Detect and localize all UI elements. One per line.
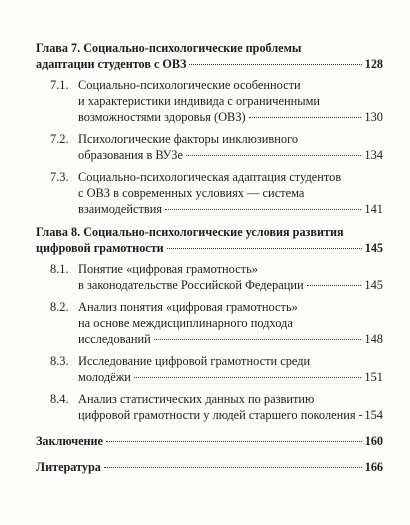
page-number: 145: [364, 241, 383, 255]
dot-leader: [167, 248, 362, 249]
section-title-line: молодёжи: [78, 370, 131, 384]
dot-leader: [249, 117, 362, 118]
dot-leader: [307, 285, 362, 286]
section-title-line: в законодательстве Российской Федерации: [78, 278, 304, 292]
section-title-line: образования в ВУЗе: [78, 148, 183, 162]
toc-section-8-4[interactable]: [36, 391, 383, 423]
section-number: 8.4.: [50, 392, 69, 406]
dot-leader: [106, 441, 362, 442]
section-title-line: Социально-психологические особенности: [78, 78, 301, 92]
section-title-line: Понятие «цифровая грамотность»: [78, 262, 258, 276]
toc-section-7-1[interactable]: [36, 77, 383, 125]
literature-label: Литература: [36, 460, 101, 474]
toc-section-7-2[interactable]: [36, 131, 383, 163]
section-number: 8.1.: [50, 262, 69, 276]
page-number: 134: [364, 148, 383, 162]
section-title-line: Анализ статистических данных по развитию: [78, 392, 315, 406]
section-number: 8.2.: [50, 300, 69, 314]
page-number: 148: [364, 332, 383, 346]
toc-section-8-2[interactable]: [36, 299, 383, 347]
section-title-line: взаимодействия: [78, 202, 163, 216]
section-title-line: с ОВЗ в современных условиях — система: [78, 186, 305, 200]
section-title-line: Исследование цифровой грамотности среди: [78, 354, 311, 368]
page-number: 166: [364, 460, 383, 474]
toc-chapter-7[interactable]: [36, 40, 383, 72]
page-number: 154: [364, 408, 383, 422]
dot-leader: [165, 209, 361, 210]
page-number: 141: [364, 202, 383, 216]
toc-section-8-3[interactable]: [36, 353, 383, 385]
toc-section-7-3[interactable]: [36, 169, 383, 217]
section-number: 7.1.: [50, 78, 69, 92]
dot-leader: [186, 155, 361, 156]
section-title-line: Психологические факторы инклюзивного: [78, 132, 299, 146]
chapter-title-line: адаптации студентов с ОВЗ: [36, 57, 187, 71]
chapter-title-line: Глава 8. Социально-психологические условия развития: [36, 225, 344, 239]
toc-chapter-8[interactable]: [36, 224, 383, 256]
page-number: 145: [364, 278, 383, 292]
section-title-line: возможностями здоровья (ОВЗ): [78, 110, 246, 124]
page-number: 128: [364, 57, 383, 71]
dot-leader: [154, 339, 362, 340]
page-number: 151: [364, 370, 383, 384]
section-title-line: Анализ понятия «цифровая грамотность»: [78, 300, 298, 314]
dot-leader: [189, 64, 361, 65]
chapter-title-line: цифровой грамотности: [36, 241, 164, 255]
section-title-line: исследований: [78, 332, 151, 346]
conclusion-label: Заключение: [36, 434, 103, 448]
table-of-contents: [36, 40, 383, 475]
chapter-title-line: Глава 7. Социально-психологические проблемы: [36, 41, 302, 55]
section-title-line: и характеристики индивида с ограниченными: [78, 94, 321, 108]
section-number: 7.2.: [50, 132, 69, 146]
toc-conclusion[interactable]: [36, 433, 383, 449]
page-number: 130: [364, 110, 383, 124]
page-number: 160: [364, 434, 383, 448]
toc-literature[interactable]: [36, 459, 383, 475]
section-title-line: Социально-психологическая адаптация студентов: [78, 170, 342, 184]
section-title-line: на основе междисциплинарного подхода: [78, 316, 293, 330]
section-number: 7.3.: [50, 170, 69, 184]
dot-leader: [359, 415, 362, 416]
section-number: 8.3.: [50, 354, 69, 368]
dot-leader: [134, 377, 362, 378]
dot-leader: [104, 467, 362, 468]
section-title-line: цифровой грамотности у людей старшего поколения: [78, 408, 356, 422]
toc-section-8-1[interactable]: [36, 261, 383, 293]
